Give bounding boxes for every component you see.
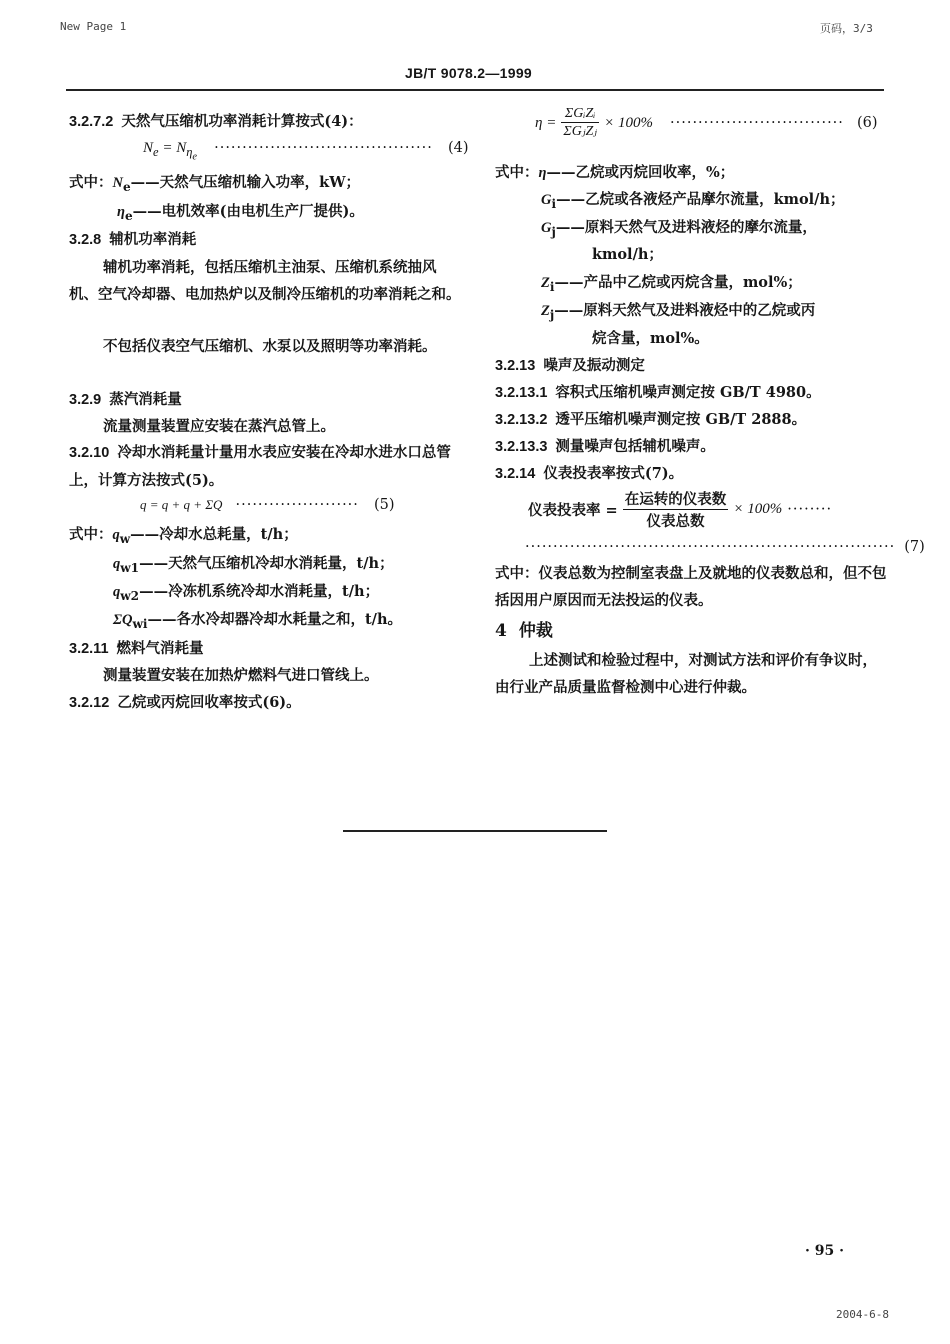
section-3-2-13-1: 3.2.13.1 容积式压缩机噪声测定按 GB/T 4980。 xyxy=(495,384,821,401)
print-header-page: 页码，3/3 xyxy=(820,22,873,35)
section-3-2-13: 3.2.13 噪声及振动测定 xyxy=(495,357,645,374)
equation-7: 仪表投表率 = $\frac{\text{在运转的仪表数}}{\text{仪表总数}}$ × 100% ········ xyxy=(528,488,832,531)
paragraph-3-2-8-b: 不包括仪表空气压缩机、水泵以及照明等功率消耗。 xyxy=(103,338,437,355)
definition-eta: 式中：η——乙烷或丙烷回收率，%； xyxy=(495,164,735,181)
definition-zi: $Z_i——$产品中乙烷或丙烷含量，mol%； xyxy=(541,274,802,294)
footer-date: 2004-6-8 xyxy=(836,1308,889,1321)
definition-zj: $Z_j——$原料天然气及进料液烃中的乙烷或丙 xyxy=(541,302,816,322)
definition-qw1: $q_{w1}——$天然气压缩机冷却水消耗量，t/h； xyxy=(113,555,394,575)
section-3-2-9: 3.2.9 蒸汽消耗量 xyxy=(69,391,182,408)
definition-eta-e: $\eta_e——$电机效率(由电机生产厂提供)。 xyxy=(117,203,364,223)
equation-4: $N_e = N_{\eta_e}$ ······································· (4) xyxy=(143,140,469,163)
paragraph-3-2-14: 式中：仪表总数为控制室表盘上及就地的仪表数总和，但不包括因用户原因而无法投运的仪表。 xyxy=(495,565,887,609)
section-3-2-11: 3.2.11 燃料气消耗量 xyxy=(69,640,204,657)
paragraph-3-2-11: 测量装置安装在加热炉燃料气进口管线上。 xyxy=(103,667,379,684)
section-3-2-14: 3.2.14 仪表投表率按式(7)。 xyxy=(495,465,684,482)
section-3-2-12: 3.2.12 乙烷或丙烷回收率按式(6)。 xyxy=(69,694,301,711)
section-3-2-7-2: 3.2.7.2 天然气压缩机功率消耗计算按式(4)： xyxy=(69,113,363,130)
paragraph-4: 上述测试和检验过程中，对测试方法和评价有争议时，由行业产品质量监督检测中心进行仲裁。 xyxy=(495,652,877,696)
section-3-2-8: 3.2.8 辅机功率消耗 xyxy=(69,231,197,248)
definition-qw: 式中：$q_w——$冷却水总耗量，t/h； xyxy=(69,526,298,546)
definition-gj: $G_j——$原料天然气及进料液烃的摩尔流量， xyxy=(541,219,817,239)
paragraph-3-2-9: 流量测量装置应安装在蒸汽总管上。 xyxy=(103,418,335,435)
header-rule xyxy=(66,89,884,91)
section-4-heading: 4 仲裁 xyxy=(495,621,553,641)
definition-gj-cont: kmol/h； xyxy=(592,246,663,263)
section-3-2-13-2: 3.2.13.2 透平压缩机噪声测定按 GB/T 2888。 xyxy=(495,411,807,428)
print-header-title: New Page 1 xyxy=(60,20,127,33)
paragraph-3-2-8-a: 辅机功率消耗，包括压缩机主油泵、压缩机系统抽风机、空气冷却器、电加热炉以及制冷压缩机的功率消耗之和。 xyxy=(69,259,461,303)
equation-6: η = $\frac{\text{ΣGᵢZᵢ}}{\text{ΣGⱼZⱼ}}$ × 100% ······························· (6) xyxy=(535,106,878,139)
section-3-2-13-3: 3.2.13.3 测量噪声包括辅机噪声。 xyxy=(495,438,715,455)
definition-sum-qwi: $\Sigma Q_{wi}——$各水冷却器冷却水耗量之和，t/h。 xyxy=(113,611,402,631)
definition-gi: $G_i——$乙烷或各液烃产品摩尔流量，kmol/h； xyxy=(541,191,845,211)
end-rule xyxy=(343,830,607,832)
standard-id: JB/T 9078.2—1999 xyxy=(405,65,532,81)
section-3-2-10: 3.2.10 冷却水消耗量计量用水表应安装在冷却水进水口总管上，计算方法按式(5)。 xyxy=(69,444,451,489)
equation-7-tag: ·································································· (7) xyxy=(525,539,925,555)
page-number: · 95 · xyxy=(805,1243,844,1259)
definition-ne: 式中：$N_e——$天然气压缩机输入功率，kW； xyxy=(69,174,361,194)
definition-qw2: $q_{w2}——$冷冻机系统冷却水消耗量，t/h； xyxy=(113,583,380,603)
equation-5: q = q + q + ΣQ ······················ (5) xyxy=(140,497,395,513)
definition-zj-cont: 烷含量，mol%。 xyxy=(592,330,709,347)
